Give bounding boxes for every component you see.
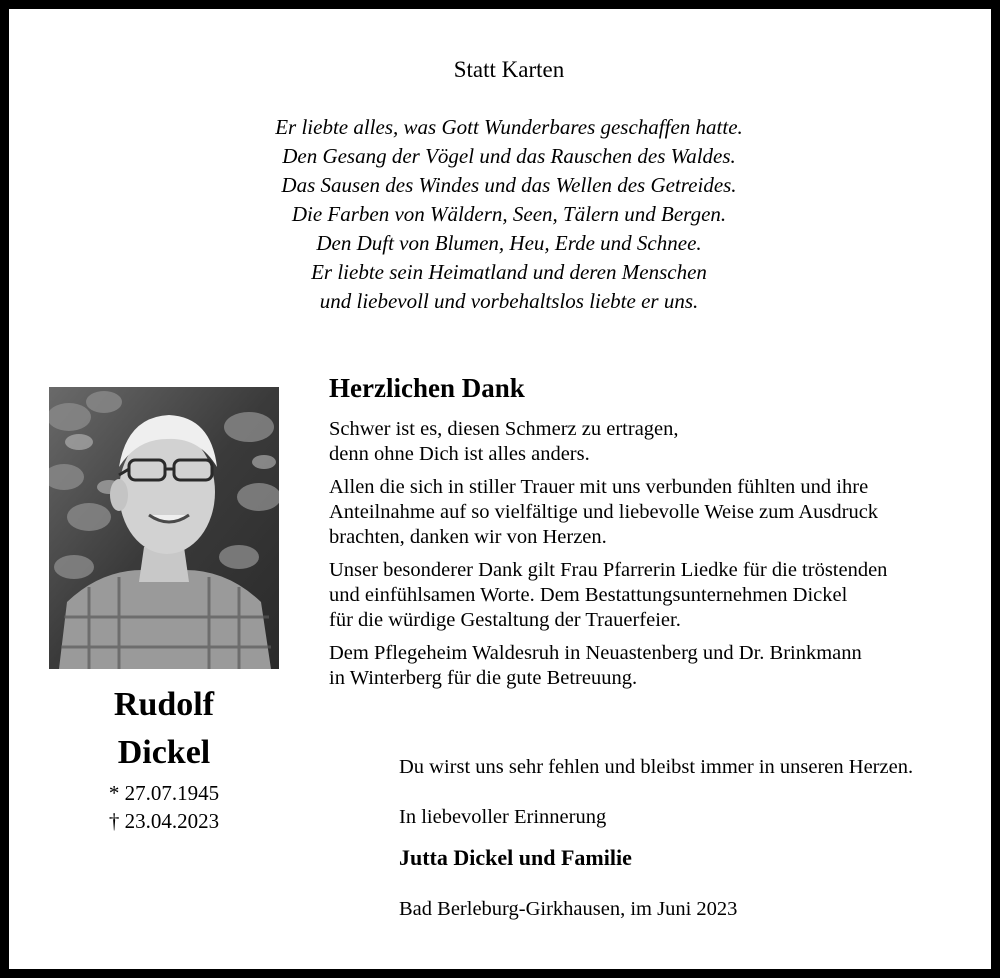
memory-line: In liebevoller Erinnerung bbox=[399, 806, 607, 828]
text-line: Schwer ist es, diesen Schmerz zu ertragen, bbox=[329, 418, 679, 440]
text-line: in Winterberg für die gute Betreuung. bbox=[329, 667, 638, 689]
family-signature: Jutta Dickel und Familie bbox=[399, 845, 632, 870]
poem-line: Den Gesang der Vögel und das Rauschen des Waldes. bbox=[282, 144, 736, 168]
deceased-first-name: Rudolf bbox=[113, 686, 215, 723]
thanks-heading: Herzlichen Dank bbox=[329, 373, 525, 403]
text-line: Dem Pflegeheim Waldesruh in Neuastenberg und Dr. Brinkmann bbox=[329, 642, 862, 664]
poem-line: Die Farben von Wäldern, Seen, Tälern und Bergen. bbox=[291, 202, 727, 226]
thanks-paragraph-4 bbox=[329, 641, 989, 691]
portrait-photo bbox=[49, 387, 279, 669]
poem-line: Er liebte alles, was Gott Wunderbares geschaffen hatte. bbox=[275, 115, 743, 139]
text-line: Unser besonderer Dank gilt Frau Pfarrerin Liedke für die tröstenden bbox=[329, 559, 888, 581]
poem-line: Das Sausen des Windes und das Wellen des Getreides. bbox=[281, 173, 737, 197]
birth-date: * 27.07.1945 bbox=[108, 781, 220, 805]
life-dates bbox=[49, 779, 279, 835]
text-line: Allen die sich in stiller Trauer mit uns verbunden fühlten und ihre bbox=[329, 476, 869, 498]
header-title: Statt Karten bbox=[453, 57, 565, 82]
farewell-line: Du wirst uns sehr fehlen und bleibst immer in unseren Herzen. bbox=[399, 756, 914, 778]
thanks-paragraph-2 bbox=[329, 475, 989, 550]
portrait-image bbox=[49, 387, 279, 669]
text-line: und einfühlsamen Worte. Dem Bestattungsunternehmen Dickel bbox=[329, 584, 848, 606]
poem-line: Er liebte sein Heimatland und deren Menschen bbox=[311, 260, 707, 284]
poem-line: Den Duft von Blumen, Heu, Erde und Schnee. bbox=[316, 231, 702, 255]
place-date: Bad Berleburg-Girkhausen, im Juni 2023 bbox=[399, 898, 738, 920]
deceased-last-name: Dickel bbox=[117, 734, 211, 771]
thanks-paragraph-1 bbox=[329, 417, 989, 467]
text-line: Anteilnahme auf so vielfältige und liebevolle Weise zum Ausdruck bbox=[329, 501, 879, 523]
thanks-section bbox=[329, 369, 989, 699]
text-line: brachten, danken wir von Herzen. bbox=[329, 526, 607, 548]
text-line: für die würdige Gestaltung der Trauerfeier. bbox=[329, 609, 681, 631]
text-line: denn ohne Dich ist alles anders. bbox=[329, 443, 590, 465]
poem bbox=[9, 113, 1000, 316]
thanks-paragraph-3 bbox=[329, 558, 989, 633]
poem-line: und liebevoll und vorbehaltslos liebte er uns. bbox=[319, 289, 699, 313]
death-date: † 23.04.2023 bbox=[108, 809, 220, 833]
